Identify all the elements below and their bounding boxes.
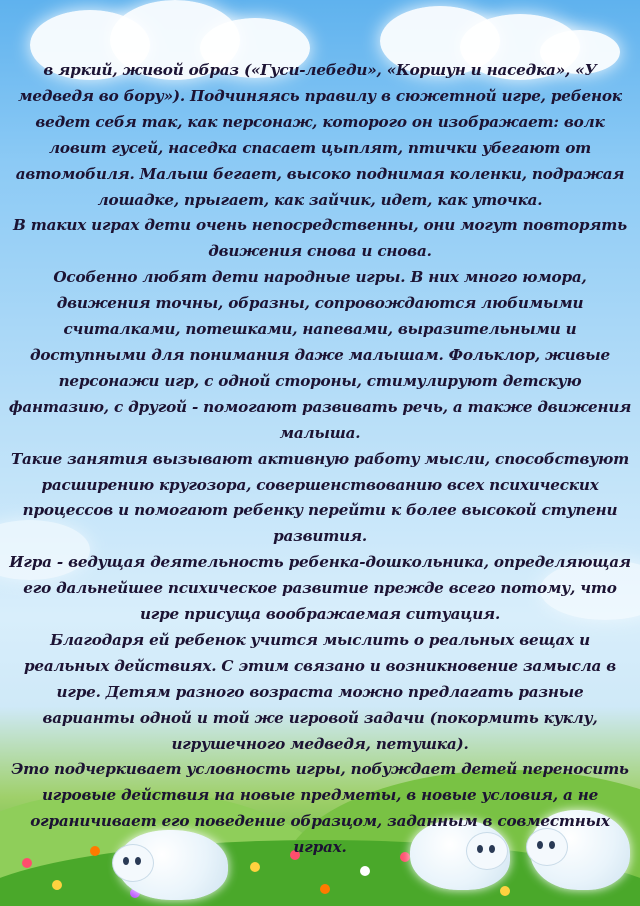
paragraph: Особенно любят дети народные игры. В них много юмора, движения точны, образны, сопровождаются любимыми считалками, потешками, напевами, выразительными и доступными для понимания даже малышам. Фольклор, живые персонажи игр, с одной стороны, стимулируют детскую фантазию, с другой - помогают развивать речь, а также движения малыша. bbox=[8, 268, 632, 442]
flower-shape bbox=[250, 862, 260, 872]
flower-shape bbox=[52, 880, 62, 890]
document-body bbox=[8, 58, 632, 861]
paragraph: Такие занятия вызывают активную работу мысли, способствуют расширению кругозора, совершенствованию всех психических процессов и помогают ребенку перейти к более высокой ступени развития. bbox=[10, 449, 630, 546]
paragraph: Это подчеркивает условность игры, побуждает детей переносить игровые действия на новые предметы, в новые условия, а не ограничивает его поведение образцом, заданным в совместных играх. bbox=[11, 760, 629, 857]
flower-shape bbox=[500, 886, 510, 896]
flower-shape bbox=[360, 866, 370, 876]
paragraph: в яркий, живой образ («Гуси-лебеди», «Коршун и наседка», «У медведя во бору»). Подчиняясь правилу в сюжетной игре, ребенок ведет себя так, как персонаж, которого он изображает: волк ловит гусей, наседка спасает цыплят, птички убегают от автомобиля. Малыш бегает, высоко поднимая коленки, подражая лошадке, прыгает, как зайчик, идет, как уточка. bbox=[15, 61, 625, 209]
flower-shape bbox=[320, 884, 330, 894]
paragraph: В таких играх дети очень непосредственны, они могут повторять движения снова и снова. bbox=[13, 216, 627, 261]
paragraph: Игра - ведущая деятельность ребенка-дошкольника, определяющая его дальнейшее психическое развитие прежде всего потому, что игре присуща воображаемая ситуация. bbox=[9, 553, 631, 624]
paragraph: Благодаря ей ребенок учится мыслить о реальных вещах и реальных действиях. С этим связано и возникновение замысла в игре. Детям разного возраста можно предлагать разные варианты одной и той же игровой задачи (покормить куклу, игрушечного медведя, петушка). bbox=[23, 630, 617, 753]
